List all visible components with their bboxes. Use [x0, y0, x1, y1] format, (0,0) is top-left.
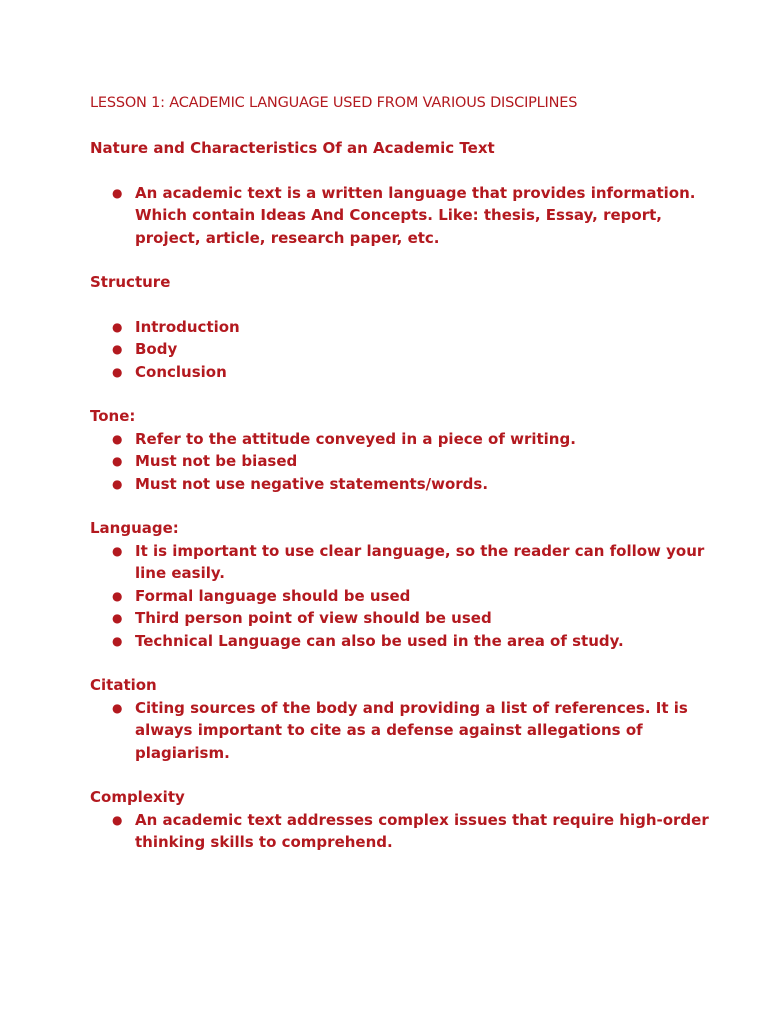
- list-item: ● It is important to use clear language, so the reader can follow your line easily.: [112, 541, 705, 582]
- bullet-icon: ●: [112, 364, 123, 379]
- list-item: ● Must not use negative statements/words.: [90, 473, 710, 496]
- section-heading-nature: Nature and Characteristics Of an Academic Text: [90, 139, 495, 157]
- bullet-icon: ●: [112, 185, 123, 200]
- list-item: ● Body: [90, 338, 710, 361]
- list-item: ● Introduction: [90, 316, 710, 339]
- lesson-title: LESSON 1: ACADEMIC LANGUAGE USED FROM VARIOUS DISCIPLINES: [90, 95, 578, 111]
- bullet-icon: ●: [112, 633, 123, 648]
- document-page: [90, 92, 710, 854]
- bullet-list-language: [90, 540, 710, 653]
- bullet-list-tone: [90, 428, 710, 496]
- section-heading-language: Language:: [90, 519, 179, 537]
- list-item: ● Citing sources of the body and providing a list of references. It is always important to cite as a defense against allegations of plagiarism.: [112, 698, 688, 762]
- list-item: ● Third person point of view should be used: [90, 607, 710, 630]
- list-item: ● Formal language should be used: [90, 585, 710, 608]
- section-heading-tone: Tone:: [90, 407, 136, 425]
- bullet-icon: ●: [112, 543, 123, 558]
- bullet-icon: ●: [112, 342, 123, 356]
- list-item: ● Technical Language can also be used in the area of study.: [90, 630, 710, 653]
- bullet-list-nature: [90, 182, 710, 250]
- bullet-icon: ●: [112, 700, 123, 715]
- list-item: ● Must not be biased: [90, 450, 710, 473]
- bullet-icon: ●: [112, 431, 123, 446]
- bullet-list-structure: [90, 316, 710, 384]
- bullet-icon: ●: [112, 454, 123, 468]
- bullet-icon: ●: [112, 319, 123, 334]
- bullet-icon: ●: [112, 812, 123, 827]
- bullet-icon: ●: [112, 476, 123, 491]
- bullet-list-citation: [90, 697, 710, 765]
- section-heading-citation: Citation: [90, 676, 157, 694]
- section-heading-complexity: Complexity: [90, 788, 185, 806]
- list-item: ● Conclusion: [90, 361, 710, 384]
- bullet-icon: ●: [112, 588, 123, 603]
- list-item: ● Refer to the attitude conveyed in a piece of writing.: [90, 428, 710, 451]
- section-heading-structure: Structure: [90, 273, 171, 291]
- bullet-list-complexity: [90, 809, 710, 854]
- list-item: ● An academic text addresses complex issues that require high-order thinking skills to comprehend.: [112, 810, 709, 851]
- list-item: ● An academic text is a written language that provides information. Which contain Ideas And Concepts. Like: thesis, Essay, report, project, article, research paper, etc.: [112, 183, 696, 247]
- bullet-icon: ●: [112, 611, 123, 625]
